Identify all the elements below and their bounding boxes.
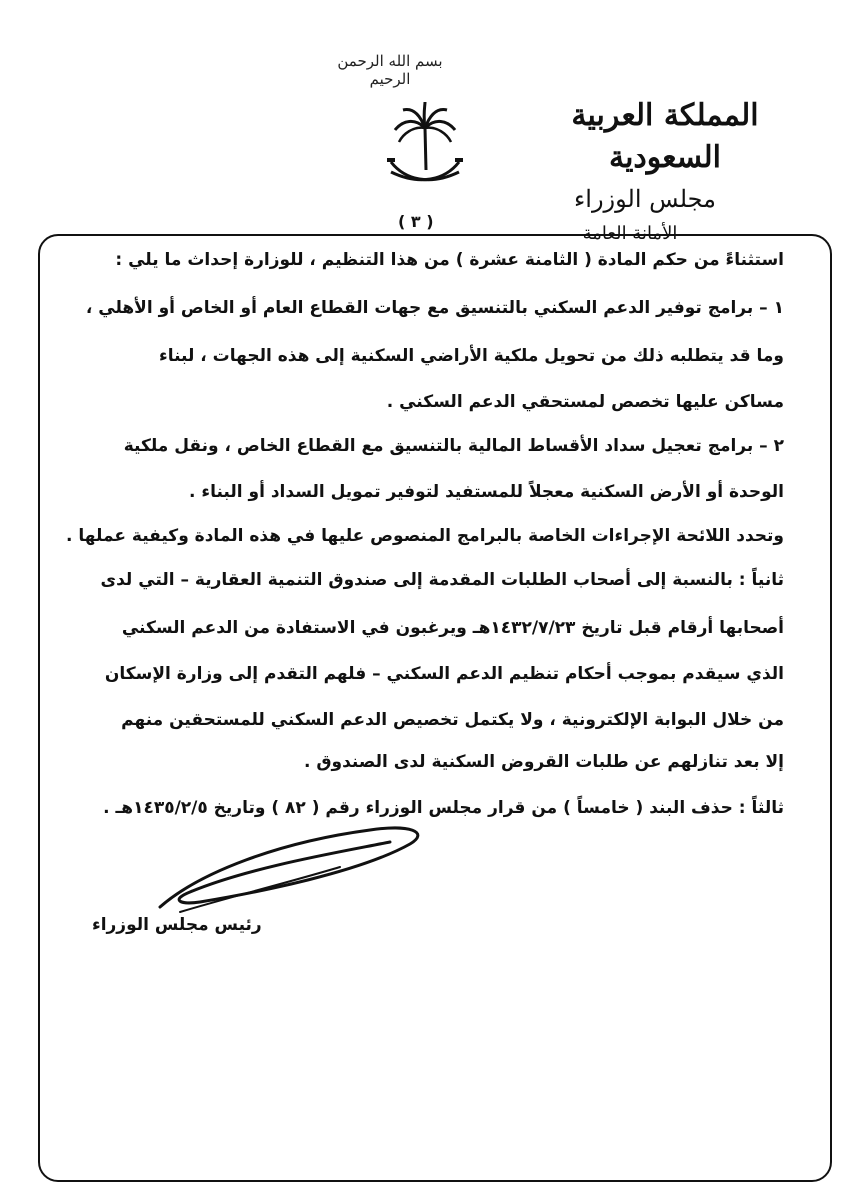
handwritten-signature [140, 812, 440, 932]
body-line: ثالثاً : حذف البند ( خامساً ) من قرار مجلس الوزراء رقم ( ٨٢ ) وتاريخ ١٤٣٥/٢/٥هـ . [103, 798, 784, 818]
body-line: إلا بعد تنازلهم عن طلبات القروض السكنية لدى الصندوق . [303, 752, 784, 772]
body-line: وتحدد اللائحة الإجراءات الخاصة بالبرامج المنصوص عليها في هذه المادة وكيفية عملها . [66, 526, 784, 546]
secretariat-name: الأمانة العامة [582, 223, 678, 244]
text-frame [38, 234, 832, 1182]
body-line: استثناءً من حكم المادة ( الثامنة عشرة ) من هذا التنظيم ، للوزارة إحداث ما يلي : [115, 250, 784, 270]
council-name: مجلس الوزراء [573, 185, 717, 213]
signatory-title: رئيس مجلس الوزراء [92, 915, 262, 935]
letterhead [535, 95, 795, 249]
body-line: من خلال البوابة الإلكترونية ، ولا يكتمل تخصيص الدعم السكني للمستحقين منهم [121, 710, 784, 730]
palm-swords-emblem-icon [385, 100, 465, 195]
body-line: الوحدة أو الأرض السكنية معجلاً للمستفيد لتوفير تمويل السداد أو البناء . [189, 482, 784, 502]
body-line: ٢ – برامج تعجيل سداد الأقساط المالية بالتنسيق مع القطاع الخاص ، ونقل ملكية [123, 436, 784, 456]
body-line: ثانياً : بالنسبة إلى أصحاب الطلبات المقدمة إلى صندوق التنمية العقارية – التي لدى [100, 570, 784, 590]
body-line: الذي سيقدم بموجب أحكام تنظيم الدعم السكني – فلهم التقدم إلى وزارة الإسكان [104, 664, 784, 684]
page-number: ( ٣ ) [398, 212, 434, 231]
body-line: ١ – برامج توفير الدعم السكني بالتنسيق مع جهات القطاع العام أو الخاص أو الأهلي ، [85, 298, 784, 318]
body-line: وما قد يتطلبه ذلك من تحويل ملكية الأراضي السكنية إلى هذه الجهات ، لبناء [159, 346, 784, 366]
body-line: مساكن عليها تخصص لمستحقي الدعم السكني . [386, 392, 784, 412]
basmala: بسم الله الرحمن الرحيم [337, 52, 443, 88]
body-line: أصحابها أرقام قبل تاريخ ١٤٣٢/٧/٢٣هـ ويرغبون في الاستفادة من الدعم السكني [121, 618, 784, 638]
kingdom-name: المملكة العربية السعودية [571, 98, 759, 175]
